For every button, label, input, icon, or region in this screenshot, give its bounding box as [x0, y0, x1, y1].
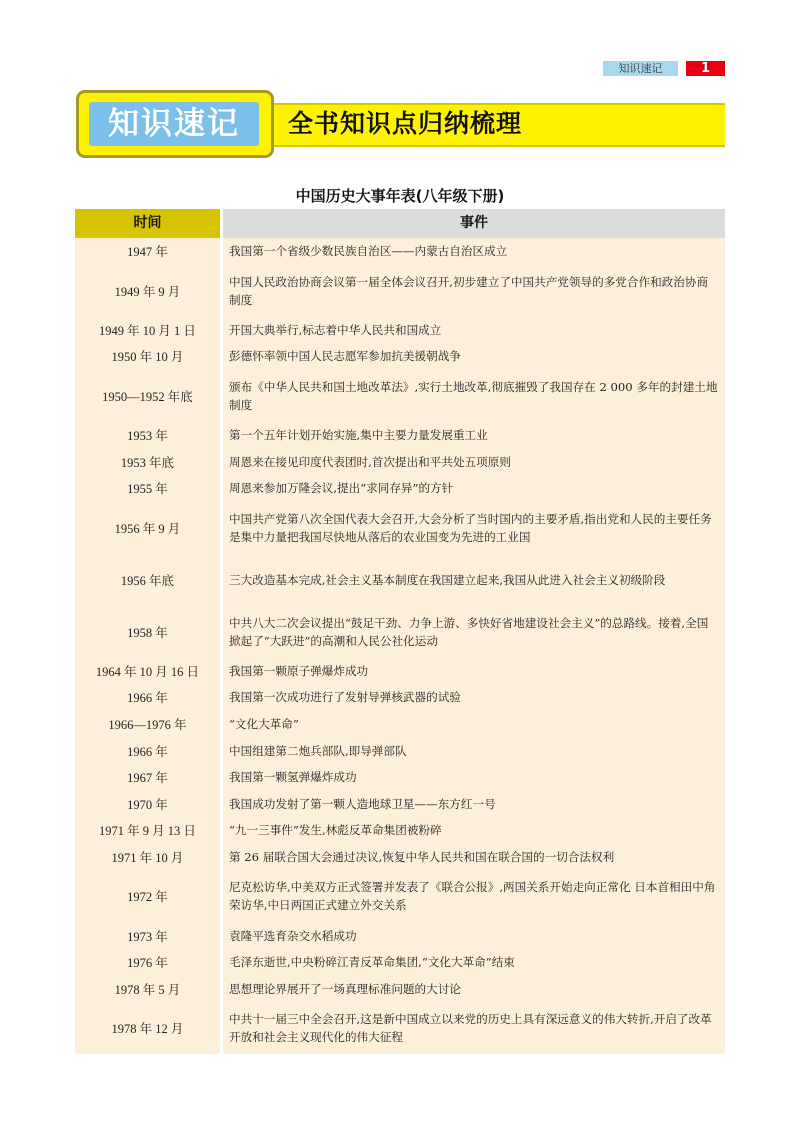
event-cell: 中国人民政治协商会议第一届全体会议召开,初步建立了中国共产党领导的多党合作和政治协商制度 [223, 265, 725, 317]
table-row [75, 238, 725, 265]
time-cell: 1964 年 10 月 16 日 [75, 658, 220, 685]
table-row [75, 370, 725, 422]
time-cell: 1955 年 [75, 475, 220, 502]
table-row [75, 949, 725, 976]
table-row [75, 711, 725, 738]
time-cell: 1970 年 [75, 791, 220, 818]
time-cell: 1956 年底 [75, 554, 220, 606]
time-cell: 1966 年 [75, 684, 220, 711]
time-cell: 1949 年 10 月 1 日 [75, 317, 220, 344]
table-row [75, 265, 725, 317]
time-cell: 1971 年 10 月 [75, 844, 220, 871]
table-row [75, 976, 725, 1003]
section-badge [76, 90, 274, 158]
event-cell: “文化大革命” [223, 711, 725, 738]
page-number: 1 [686, 61, 725, 76]
event-cell: “九一三事件”发生,林彪反革命集团被粉碎 [223, 817, 725, 844]
time-cell: 1966—1976 年 [75, 711, 220, 738]
event-cell: 彭德怀率领中国人民志愿军参加抗美援朝战争 [223, 343, 725, 370]
event-cell: 周恩来在接见印度代表团时,首次提出和平共处五项原则 [223, 448, 725, 475]
table-row [75, 475, 725, 502]
table-row [75, 554, 725, 606]
event-cell: 尼克松访华,中美双方正式签署并发表了《联合公报》,两国关系开始走向正常化 日本首相田中角荣访华,中日两国正式建立外交关系 [223, 870, 725, 922]
column-header-time: 时间 [75, 209, 220, 238]
event-cell: 我国第一颗氢弹爆炸成功 [223, 764, 725, 791]
event-cell: 中共十一届三中全会召开,这是新中国成立以来党的历史上具有深远意义的伟大转折,开启了改革开放和社会主义现代化的伟大征程 [223, 1002, 725, 1054]
table-header [75, 209, 725, 238]
event-cell: 颁布《中华人民共和国土地改革法》,实行土地改革,彻底摧毁了我国存在 2 000 多年的封建土地制度 [223, 370, 725, 422]
event-cell: 中国组建第二炮兵部队,即导弹部队 [223, 737, 725, 764]
table-row [75, 422, 725, 449]
table-body [75, 238, 725, 1054]
table-row [75, 817, 725, 844]
table-row [75, 606, 725, 658]
table-row [75, 737, 725, 764]
event-cell: 我国成功发射了第一颗人造地球卫星——东方红一号 [223, 791, 725, 818]
time-cell: 1973 年 [75, 922, 220, 949]
table-row [75, 448, 725, 475]
time-cell: 1967 年 [75, 764, 220, 791]
section-label: 知识速记 [603, 61, 678, 76]
time-cell: 1958 年 [75, 606, 220, 658]
time-cell: 1956 年 9 月 [75, 502, 220, 554]
time-cell: 1947 年 [75, 238, 220, 265]
table-title: 中国历史大事年表(八年级下册) [295, 187, 505, 205]
table-row [75, 343, 725, 370]
table-row [75, 791, 725, 818]
time-cell: 1972 年 [75, 870, 220, 922]
banner-title: 全书知识点归纳梳理 [288, 109, 523, 138]
event-cell: 三大改造基本完成,社会主义基本制度在我国建立起来,我国从此进入社会主义初级阶段 [223, 554, 725, 606]
time-cell: 1950—1952 年底 [75, 370, 220, 422]
event-cell: 中共八大二次会议提出“鼓足干劲、力争上游、多快好省地建设社会主义”的总路线。接着,全国掀起了“大跃进”的高潮和人民公社化运动 [223, 606, 725, 658]
event-cell: 我国第一颗原子弹爆炸成功 [223, 658, 725, 685]
table-row [75, 502, 725, 554]
event-cell: 我国第一次成功进行了发射导弹核武器的试验 [223, 684, 725, 711]
table-row [75, 658, 725, 685]
time-cell: 1978 年 5 月 [75, 976, 220, 1003]
event-cell: 毛泽东逝世,中央粉碎江青反革命集团,“文化大革命”结束 [223, 949, 725, 976]
table-row [75, 764, 725, 791]
event-cell: 袁隆平选育杂交水稻成功 [223, 922, 725, 949]
table-row [75, 317, 725, 344]
event-cell: 思想理论界展开了一场真理标准问题的大讨论 [223, 976, 725, 1003]
event-cell: 中国共产党第八次全国代表大会召开,大会分析了当时国内的主要矛盾,指出党和人民的主要任务是集中力量把我国尽快地从落后的农业国变为先进的工业国 [223, 502, 725, 554]
time-cell: 1953 年底 [75, 448, 220, 475]
event-cell: 周恩来参加万隆会议,提出“求同存异”的方针 [223, 475, 725, 502]
chronology-table [75, 209, 725, 1054]
table-row [75, 922, 725, 949]
time-cell: 1950 年 10 月 [75, 343, 220, 370]
event-cell: 第一个五年计划开始实施,集中主要力量发展重工业 [223, 422, 725, 449]
table-row [75, 684, 725, 711]
section-badge-label: 知识速记 [89, 102, 259, 146]
event-cell: 开国大典举行,标志着中华人民共和国成立 [223, 317, 725, 344]
time-cell: 1966 年 [75, 737, 220, 764]
time-cell: 1949 年 9 月 [75, 265, 220, 317]
time-cell: 1978 年 12 月 [75, 1002, 220, 1054]
column-header-event: 事件 [223, 209, 725, 238]
event-cell: 第 26 届联合国大会通过决议,恢复中华人民共和国在联合国的一切合法权利 [223, 844, 725, 871]
time-cell: 1976 年 [75, 949, 220, 976]
table-row [75, 844, 725, 871]
time-cell: 1971 年 9 月 13 日 [75, 817, 220, 844]
event-cell: 我国第一个省级少数民族自治区——内蒙古自治区成立 [223, 238, 725, 265]
table-row [75, 1002, 725, 1054]
table-row [75, 870, 725, 922]
time-cell: 1953 年 [75, 422, 220, 449]
